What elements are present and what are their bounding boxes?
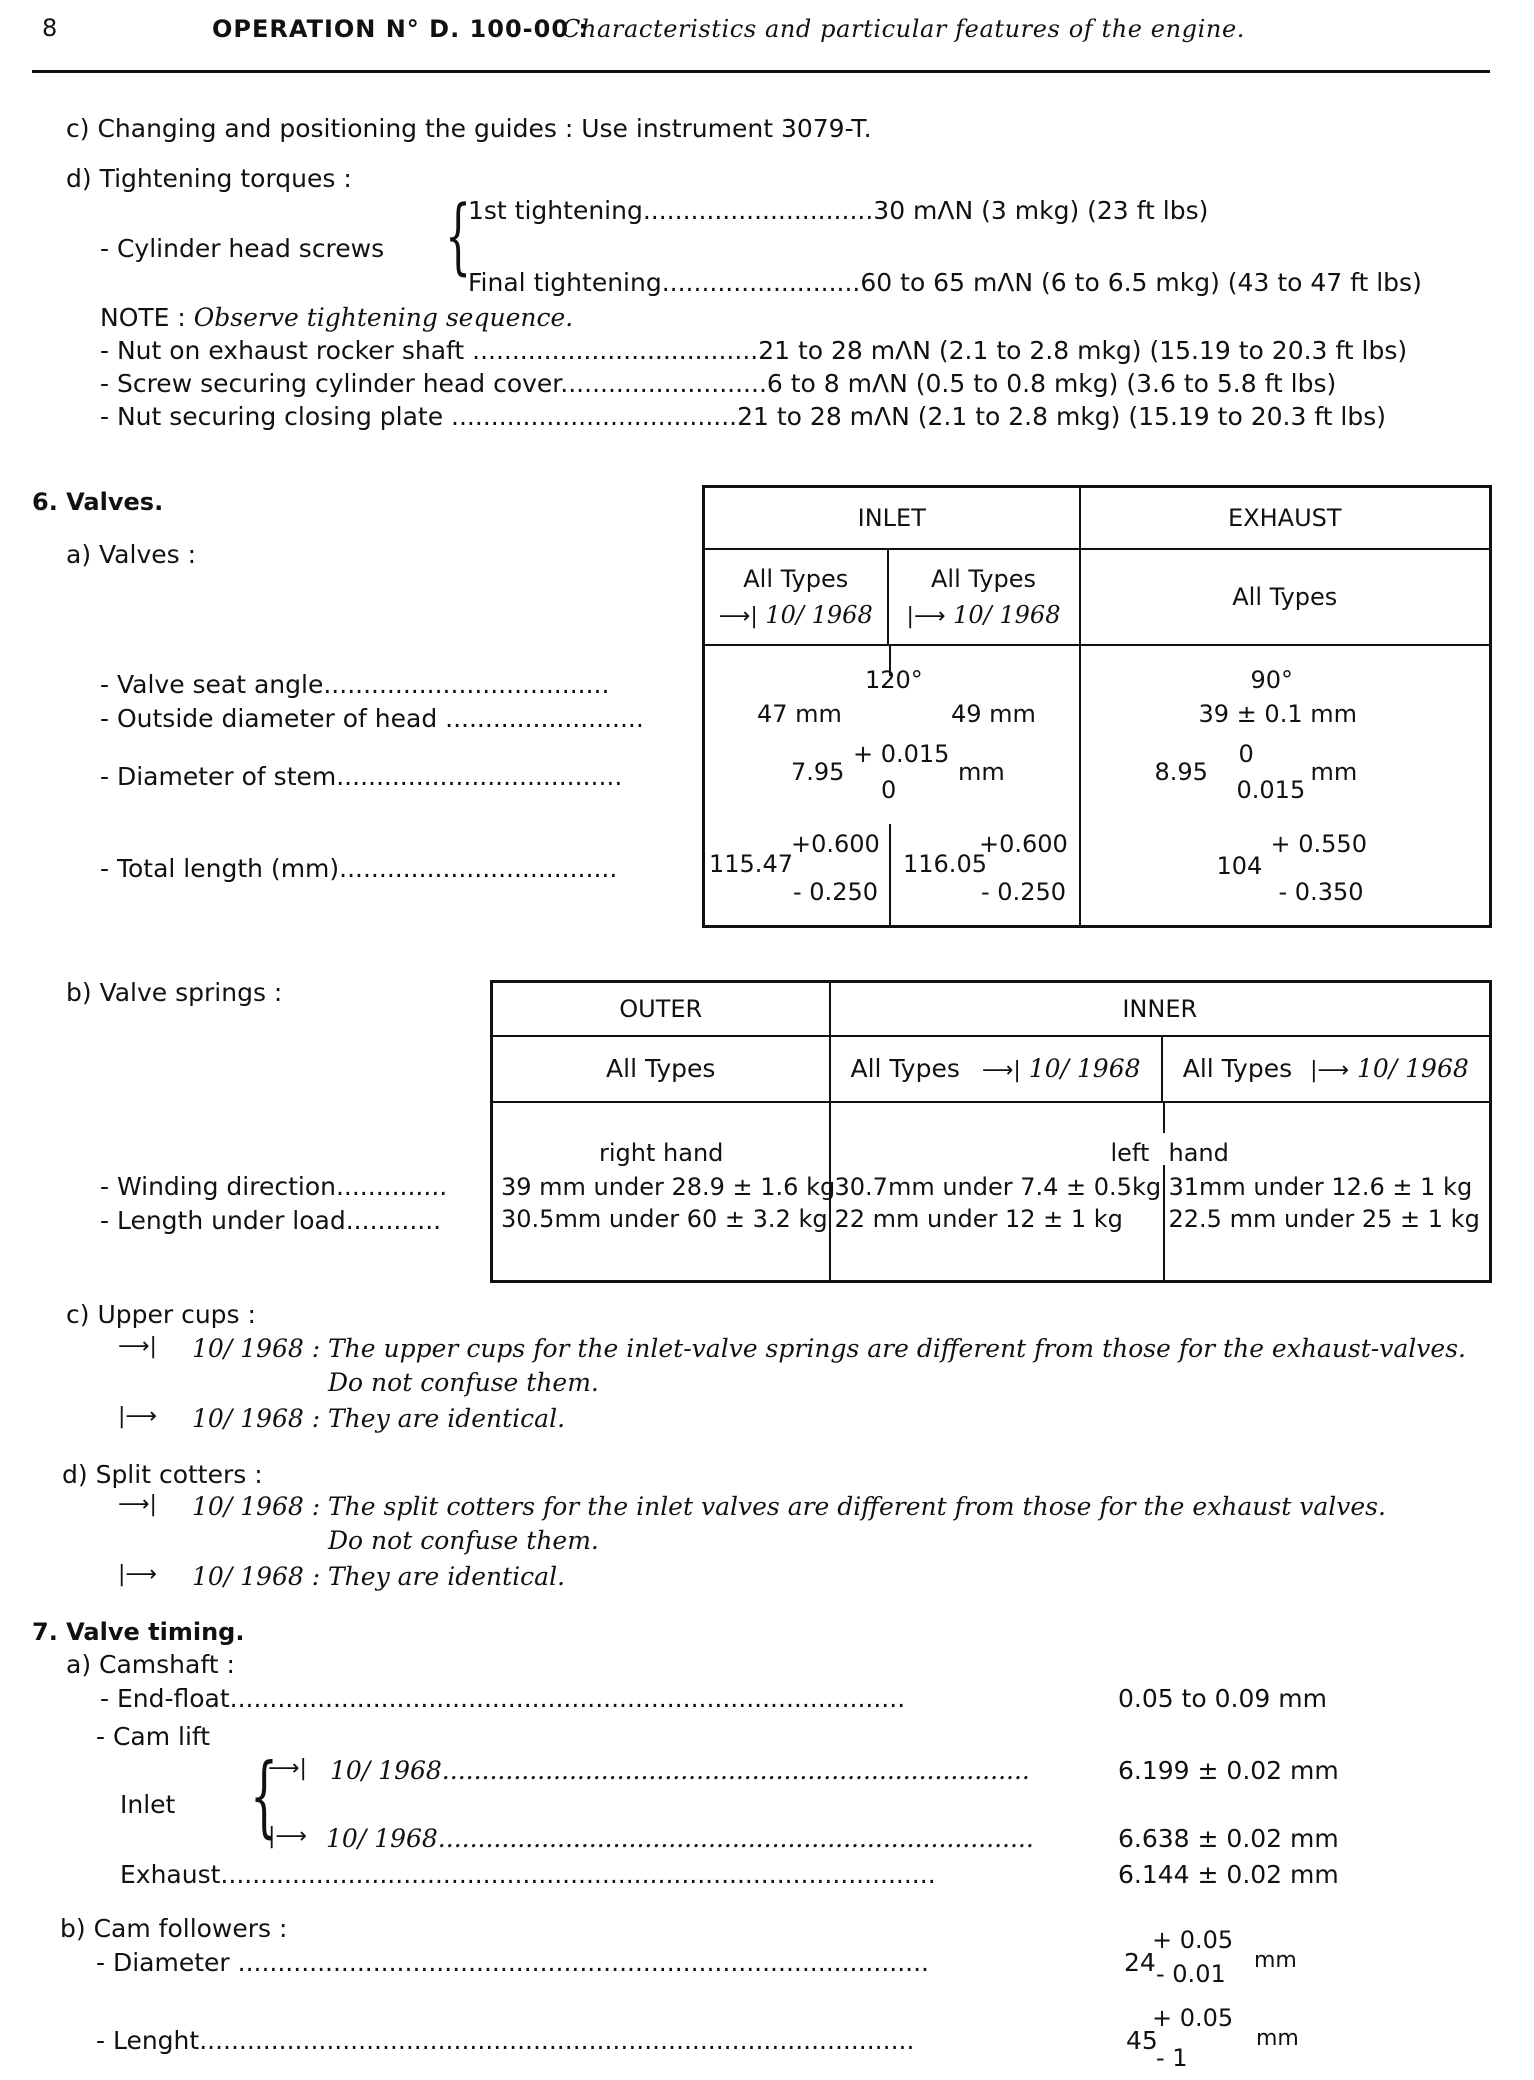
follower-diameter-mm: mm: [1254, 1948, 1297, 1973]
len-before-minus: - 0.250: [793, 877, 878, 906]
cam-lift-inlet-before: 10/ 1968..........................................................................: [330, 1756, 1030, 1785]
inlet-head-before: 47 mm: [757, 699, 842, 728]
cylinder-head-label: - Cylinder head screws: [100, 234, 385, 263]
section-valves-title: 6. Valves.: [32, 488, 164, 516]
inlet-values-cell: [704, 645, 1080, 927]
cotters-line-2: Do not confuse them.: [328, 1526, 599, 1555]
date-label: 10/ 1968: [1028, 1054, 1141, 1083]
final-tightening: Final tightening.........................60 to 65 mΛN (6 to 6.5 mkg) (43 to 47 ft lbs): [468, 268, 1422, 297]
inner-before-cell: [830, 1036, 1162, 1102]
cotters-line-3: They are identical.: [328, 1562, 566, 1591]
torques-title: d) Tightening torques :: [66, 164, 352, 193]
inlet-label: Inlet: [120, 1790, 176, 1819]
note-prefix: NOTE :: [100, 303, 186, 332]
date-before-row: [705, 601, 887, 629]
inner-after-cell: [1162, 1036, 1491, 1102]
outer-length-1: 39 mm under 28.9 ± 1.6 kg: [501, 1172, 836, 1201]
section-timing-title: 7. Valve timing.: [32, 1618, 245, 1646]
page-number: 8: [42, 14, 58, 42]
first-tightening: 1st tightening.............................30 mΛN (3 mkg) (23 ft lbs): [468, 196, 1209, 225]
operation-title: OPERATION N° D. 100-00 :: [212, 15, 589, 43]
upper-cups-line-2: Do not confuse them.: [328, 1368, 599, 1397]
arrow-before-icon: ⟶|: [268, 1756, 307, 1781]
exhaust-header: EXHAUST: [1080, 487, 1491, 549]
date-label: 10/ 1968: [1356, 1054, 1469, 1083]
inlet-stem-mm: mm: [958, 757, 1005, 786]
note-text: Observe tightening sequence.: [193, 303, 574, 332]
exhaust-stem-nominal: 8.95: [1154, 757, 1208, 786]
follower-diameter-plus: + 0.05: [1152, 1926, 1234, 1954]
left-brace: {: [445, 189, 472, 284]
len-before-plus: +0.600: [791, 829, 880, 858]
outer-length-2: 30.5mm under 60 ± 3.2 kg: [501, 1204, 828, 1233]
follower-length-minus: - 1: [1156, 2044, 1188, 2072]
arrow-before-icon: ⟶|: [981, 1058, 1021, 1083]
arrow-after-icon: |⟶: [118, 1562, 157, 1587]
outer-values: [493, 1103, 836, 1280]
inlet-after-cell: [888, 549, 1080, 645]
all-types-label: All Types: [931, 564, 1037, 593]
arrow-before-icon: ⟶|: [118, 1334, 157, 1359]
cam-lift-inlet-after: 10/ 1968...........................................................................: [326, 1824, 1034, 1853]
left-brace: {: [250, 1744, 278, 1847]
inner-divider-top: [1163, 1103, 1165, 1133]
inlet-stem-nominal: 7.95: [791, 757, 845, 786]
cotters-line-1: The split cotters for the inlet valves are different from those for the exhaust valves.: [328, 1492, 1386, 1521]
follower-diameter-value: 24: [1124, 1948, 1156, 1977]
cam-followers-title: b) Cam followers :: [60, 1914, 288, 1943]
nut-plate-line: - Nut securing closing plate ....................................21 to 28 mΛN (2.1 to 2.8 mkg) (15.19 to 20.3 ft lbs): [100, 402, 1387, 431]
springs-title: b) Valve springs :: [66, 978, 283, 1007]
inlet-stem-plus: + 0.015: [853, 739, 950, 768]
date-after-row: [889, 601, 1079, 629]
inlet-stem-minus: 0: [881, 775, 897, 804]
cam-lift-exhaust: Exhaust..........................................................................................: [120, 1860, 936, 1889]
len-before-nominal: 115.47: [709, 849, 793, 878]
inlet-header: INLET: [704, 487, 1080, 549]
inner-winding-hand: hand: [1168, 1138, 1229, 1167]
inner-before-length-1: 30.7mm under 7.4 ± 0.5kg: [834, 1172, 1162, 1201]
camshaft-title: a) Camshaft :: [66, 1650, 235, 1679]
cam-lift-label: - Cam lift: [96, 1722, 211, 1751]
page-subtitle: Characteristics and particular features of the engine.: [562, 15, 1245, 43]
valves-table: [702, 485, 1492, 928]
end-float-label: - End-float.....................................................................................: [100, 1684, 906, 1713]
inner-divider-bottom: [1163, 1165, 1165, 1280]
exhaust-values: [1081, 646, 1490, 925]
date-label: 10/ 1968: [765, 600, 873, 629]
follower-diameter-minus: - 0.01: [1156, 1960, 1226, 1988]
inlet-divider-bottom: [889, 824, 891, 925]
follower-length-mm: mm: [1256, 2026, 1299, 2051]
exhaust-all-types: All Types: [1080, 549, 1491, 645]
upper-cups-title: c) Upper cups :: [66, 1300, 256, 1329]
len-after-minus: - 0.250: [981, 877, 1066, 906]
outer-all-types: All Types: [492, 1036, 830, 1102]
exhaust-len-plus: + 0.550: [1270, 829, 1367, 858]
header-rule: [32, 70, 1490, 73]
follower-diameter-label: - Diameter .......................................................................................: [96, 1948, 929, 1977]
outside-diameter-label: - Outside diameter of head .........................: [100, 704, 644, 733]
arrow-after-icon: |⟶: [1310, 1058, 1350, 1083]
all-types-label: All Types: [743, 564, 849, 593]
winding-label: - Winding direction..............: [100, 1172, 448, 1201]
exhaust-seat-angle: 90°: [1250, 665, 1294, 694]
inner-after-length-2: 22.5 mm under 25 ± 1 kg: [1168, 1204, 1480, 1233]
outer-values-cell: [492, 1102, 836, 1282]
follower-length-plus: + 0.05: [1152, 2004, 1234, 2032]
inner-winding-left: left: [1110, 1138, 1150, 1167]
length-under-load-label: - Length under load............: [100, 1206, 442, 1235]
exhaust-stem-plus: 0: [1238, 739, 1254, 768]
inner-after-length-1: 31mm under 12.6 ± 1 kg: [1168, 1172, 1473, 1201]
inner-header: INNER: [830, 982, 1491, 1036]
upper-cups-date-before: 10/ 1968 :: [192, 1334, 321, 1363]
inner-before-length-2: 22 mm under 12 ± 1 kg: [834, 1204, 1123, 1233]
len-after-nominal: 116.05: [903, 849, 987, 878]
exhaust-stem-mm: mm: [1310, 757, 1358, 786]
seat-angle-label: - Valve seat angle....................................: [100, 670, 610, 699]
end-float-value: 0.05 to 0.09 mm: [1118, 1684, 1327, 1713]
upper-cups-line-1: The upper cups for the inlet-valve springs are different from those for the exhaust-valves.: [328, 1334, 1466, 1363]
springs-table: [490, 980, 1492, 1283]
cam-lift-inlet-before-value: 6.199 ± 0.02 mm: [1118, 1756, 1339, 1785]
outer-winding: right hand: [599, 1138, 724, 1167]
all-types-label: All Types: [850, 1054, 960, 1083]
arrow-after-icon: |⟶: [268, 1824, 307, 1849]
cotters-date-after: 10/ 1968 :: [192, 1562, 321, 1591]
follower-length-value: 45: [1126, 2026, 1158, 2055]
exhaust-len-minus: - 0.350: [1278, 877, 1364, 906]
valves-sub-a: a) Valves :: [66, 540, 197, 569]
inner-values-cell: [830, 1102, 1491, 1282]
cotters-date-before: 10/ 1968 :: [192, 1492, 321, 1521]
exhaust-head: 39 ± 0.1 mm: [1198, 699, 1357, 728]
guides-line: c) Changing and positioning the guides : Use instrument 3079-T.: [66, 114, 872, 143]
arrow-after-icon: |⟶: [906, 603, 946, 629]
arrow-before-icon: ⟶|: [118, 1492, 157, 1517]
cam-lift-inlet-after-value: 6.638 ± 0.02 mm: [1118, 1824, 1339, 1853]
stem-diameter-label: - Diameter of stem....................................: [100, 762, 623, 791]
cotters-title: d) Split cotters :: [62, 1460, 263, 1489]
exhaust-len-nominal: 104: [1216, 851, 1263, 880]
upper-cups-line-3: They are identical.: [328, 1404, 566, 1433]
arrow-before-icon: ⟶|: [718, 603, 758, 629]
len-after-plus: +0.600: [979, 829, 1068, 858]
follower-length-label: - Lenght..........................................................................................: [96, 2026, 915, 2055]
nut-exhaust-line: - Nut on exhaust rocker shaft ....................................21 to 28 mΛN (2.1 to 2.8 mkg) (15.19 to 20.3 ft lbs): [100, 336, 1408, 365]
cam-lift-exhaust-value: 6.144 ± 0.02 mm: [1118, 1860, 1339, 1889]
note-label: [100, 305, 573, 330]
total-length-label: - Total length (mm)...................................: [100, 854, 618, 883]
upper-cups-date-after: 10/ 1968 :: [192, 1404, 321, 1433]
exhaust-values-cell: [1080, 645, 1491, 927]
inlet-values: [705, 646, 1079, 925]
date-label: 10/ 1968: [953, 600, 1061, 629]
exhaust-stem-minus: 0.015: [1236, 775, 1306, 804]
all-types-label: All Types: [1182, 1054, 1293, 1083]
inner-values: [831, 1103, 1490, 1280]
inlet-head-after: 49 mm: [951, 699, 1036, 728]
screw-cover-line: - Screw securing cylinder head cover..........................6 to 8 mΛN (0.5 to 0.8 mkg) (3.6 to 5.8 ft lbs): [100, 369, 1337, 398]
inlet-seat-angle: 120°: [865, 665, 923, 694]
inlet-before-cell: [704, 549, 888, 645]
arrow-after-icon: |⟶: [118, 1404, 157, 1429]
outer-header: OUTER: [492, 982, 830, 1036]
